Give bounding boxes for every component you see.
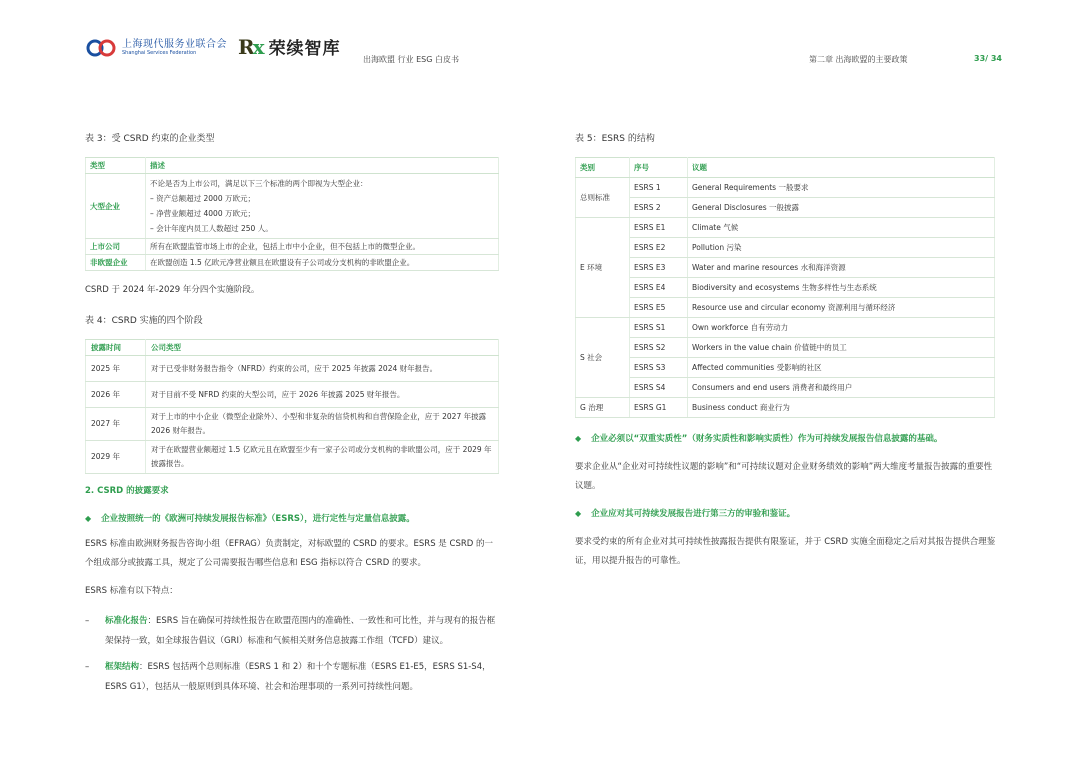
table-header-cell: 序号 xyxy=(630,158,688,178)
ssf-name-cn: 上海现代服务业联合会 xyxy=(122,39,227,50)
table-row xyxy=(576,278,995,298)
table-row xyxy=(576,178,995,198)
bullet-text: 企业应对其可持续发展报告进行第三方的审验和鉴证。 xyxy=(591,509,796,519)
table-cell-type: 大型企业 xyxy=(86,174,146,239)
table-row xyxy=(576,238,995,258)
table-header-cell: 议题 xyxy=(688,158,995,178)
csrd-phases-text: CSRD 于 2024 年-2029 年分四个实施阶段。 xyxy=(85,285,260,295)
table-cell-code: ESRS S4 xyxy=(630,378,688,398)
table-cell-topic: Pollution 污染 xyxy=(688,238,995,258)
rongxu-logo-icon: Rx xyxy=(238,34,263,59)
table-cell-code: ESRS E2 xyxy=(630,238,688,258)
table-header-row xyxy=(86,340,499,356)
table-row xyxy=(576,338,995,358)
feature-body xyxy=(105,657,499,697)
ssf-logo xyxy=(86,36,227,60)
bullet-assurance xyxy=(575,507,995,519)
table-cell-code: ESRS E5 xyxy=(630,298,688,318)
table-cell-code: ESRS S1 xyxy=(630,318,688,338)
table-cell-year: 2027 年 xyxy=(86,408,146,441)
table-cell-code: ESRS S3 xyxy=(630,358,688,378)
table-cell-topic: Resource use and circular economy 资源利用与循环经济 xyxy=(688,298,995,318)
table-cell-topic: Own workforce 自有劳动力 xyxy=(688,318,995,338)
feature-text: ：ESRS 旨在确保可持续性报告在欧盟范围内的准确性、一致性和可比性，并与现有的报告框架保持一致，如全球报告倡议（GRI）标准和气候相关财务信息披露工作组（TCFD）建议。 xyxy=(105,616,496,646)
esrs-paragraph: ESRS 标准由欧洲财务报告咨询小组（EFRAG）负责制定，对标欧盟的 CSRD 的要求。ESRS 是 CSRD 的一个组成部分或披露工具，规定了公司需要报告哪些信息和 ESG 指标以符合 CSRD 的要求。 xyxy=(85,539,493,568)
table-cell-topic: Consumers and end users 消费者和最终用户 xyxy=(688,378,995,398)
table-row xyxy=(86,408,499,441)
table-header-cell: 类型 xyxy=(86,158,146,174)
table-cell-code: ESRS G1 xyxy=(630,398,688,418)
chapter-title: 第二章 出海欧盟的主要政策 xyxy=(809,55,908,64)
desc-line: – 净营业额超过 4000 万欧元； xyxy=(150,209,255,218)
table-cell-topic: Affected communities 受影响的社区 xyxy=(688,358,995,378)
table-cell-category: G 治理 xyxy=(576,398,630,418)
esrs-features-intro: ESRS 标准有以下特点： xyxy=(85,586,178,596)
page-header xyxy=(0,0,1080,80)
rongxu-logo xyxy=(238,34,341,59)
table-cell-desc: 对于已受非财务报告指令（NFRD）约束的公司，应于 2025 年披露 2024 财年报告。 xyxy=(146,356,499,382)
table-cell-category: 总则标准 xyxy=(576,178,630,218)
table-cell-topic: Water and marine resources 水和海洋资源 xyxy=(688,258,995,278)
table-cell-desc: 对于在欧盟营业额超过 1.5 亿欧元且在欧盟至少有一家子公司或分支机构的非欧盟公司，应于 2029 年披露报告。 xyxy=(146,441,499,474)
ssf-logo-icon xyxy=(86,36,118,60)
table-cell-desc: 对于上市的中小企业（微型企业除外）、小型和非复杂的信贷机构和自营保险企业，应于 2027 年披露 2026 财年报告。 xyxy=(146,408,499,441)
table-cell-topic: Business conduct 商业行为 xyxy=(688,398,995,418)
bullet-esrs xyxy=(85,512,415,524)
table-cell-topic: Biodiversity and ecosystems 生物多样性与生态系统 xyxy=(688,278,995,298)
table-row xyxy=(86,356,499,382)
table-cell-desc: 对于目前不受 NFRD 约束的大型公司，应于 2026 年披露 2025 财年报告。 xyxy=(146,382,499,408)
diamond-icon: ◆ xyxy=(575,434,582,443)
table-row xyxy=(576,258,995,278)
table-cell-topic: Workers in the value chain 价值链中的员工 xyxy=(688,338,995,358)
ssf-name-en: Shanghai Services Federation xyxy=(122,50,197,56)
section-heading: 2. CSRD 的披露要求 xyxy=(85,486,169,496)
assurance-paragraph: 要求受约束的所有企业对其可持续性披露报告提供有限鉴证，并于 CSRD 实施全面稳定之后对其报告提供合理鉴证，用以提升报告的可靠性。 xyxy=(575,537,996,566)
table-header-cell: 公司类型 xyxy=(146,340,499,356)
table-cell-desc: 所有在欧盟监管市场上市的企业，包括上市中小企业，但不包括上市的微型企业。 xyxy=(146,239,499,255)
table-row xyxy=(86,174,499,239)
table-cell-year: 2025 年 xyxy=(86,356,146,382)
desc-line: 不论是否为上市公司，满足以下三个标准的两个即视为大型企业： xyxy=(150,179,368,188)
table4 xyxy=(85,339,499,474)
table4-caption: 表 4：CSRD 实施的四个阶段 xyxy=(85,316,203,326)
desc-line: – 会计年度内员工人数超过 250 人。 xyxy=(150,224,273,233)
table-row xyxy=(576,318,995,338)
table-cell-code: ESRS E3 xyxy=(630,258,688,278)
table-header-row xyxy=(576,158,995,178)
table-cell-year: 2029 年 xyxy=(86,441,146,474)
feature-item xyxy=(85,657,499,699)
table3 xyxy=(85,157,499,271)
table-cell-code: ESRS 2 xyxy=(630,198,688,218)
table-row xyxy=(576,358,995,378)
table-row xyxy=(86,382,499,408)
feature-text: ：ESRS 包括两个总则标准（ESRS 1 和 2）和十个专题标准（ESRS E1-E5，ESRS S1-S4，ESRS G1），包括从一般原则到具体环境、社会和治理事项的一系列可持续性问题。 xyxy=(105,662,491,692)
rongxu-name: 荣续智库 xyxy=(268,39,341,59)
bullet-text: 企业按照统一的《欧洲可持续发展报告标准》（ESRS），进行定性与定量信息披露。 xyxy=(101,514,415,524)
desc-line: – 资产总额超过 2000 万欧元； xyxy=(150,194,255,203)
table-cell-topic: General Disclosures 一般披露 xyxy=(688,198,995,218)
table-cell-type: 上市公司 xyxy=(86,239,146,255)
dash-marker: – xyxy=(85,616,90,626)
bullet-double-materiality xyxy=(575,432,995,444)
materiality-paragraph: 要求企业从“企业对可持续性议题的影响”和“可持续议题对企业财务绩效的影响”两大维度考量报告披露的重要性议题。 xyxy=(575,462,993,491)
table-row xyxy=(86,239,499,255)
table5-caption: 表 5：ESRS 的结构 xyxy=(575,134,655,144)
table-row xyxy=(576,218,995,238)
table-row xyxy=(576,378,995,398)
table-cell-category: S 社会 xyxy=(576,318,630,398)
table-cell-year: 2026 年 xyxy=(86,382,146,408)
bullet-text: 企业必须以“双重实质性”（财务实质性和影响实质性）作为可持续发展报告信息披露的基础。 xyxy=(591,434,943,444)
table-row xyxy=(576,398,995,418)
table-header-cell: 类别 xyxy=(576,158,630,178)
dash-marker: – xyxy=(85,662,90,672)
table-row xyxy=(86,441,499,474)
table-cell-code: ESRS 1 xyxy=(630,178,688,198)
feature-label: 标准化报告 xyxy=(105,616,148,626)
table-row xyxy=(576,198,995,218)
table-cell-topic: Climate 气候 xyxy=(688,218,995,238)
table-cell-topic: General Requirements 一般要求 xyxy=(688,178,995,198)
table-cell-desc xyxy=(146,174,499,239)
table-header-cell: 描述 xyxy=(146,158,499,174)
table-header-cell: 披露时间 xyxy=(86,340,146,356)
table-row xyxy=(576,298,995,318)
feature-item xyxy=(85,611,499,653)
page-number: 33/ 34 xyxy=(974,54,1002,63)
document-title: 出海欧盟 行业 ESG 白皮书 xyxy=(363,55,459,64)
table-header-row xyxy=(86,158,499,174)
diamond-icon: ◆ xyxy=(575,509,582,518)
table-cell-code: ESRS E4 xyxy=(630,278,688,298)
table3-caption: 表 3：受 CSRD 约束的企业类型 xyxy=(85,134,215,144)
table-cell-category: E 环境 xyxy=(576,218,630,318)
feature-body xyxy=(105,611,499,651)
feature-label: 框架结构 xyxy=(105,662,140,672)
diamond-icon: ◆ xyxy=(85,514,92,523)
table-cell-code: ESRS E1 xyxy=(630,218,688,238)
table5 xyxy=(575,157,995,418)
table-cell-desc: 在欧盟创造 1.5 亿欧元净营业额且在欧盟设有子公司或分支机构的非欧盟企业。 xyxy=(146,255,499,271)
table-row xyxy=(86,255,499,271)
table-cell-code: ESRS S2 xyxy=(630,338,688,358)
table-cell-type: 非欧盟企业 xyxy=(86,255,146,271)
